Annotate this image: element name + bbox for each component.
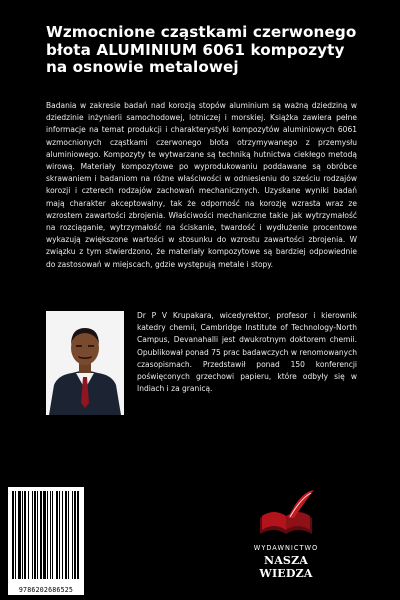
publisher-name: NASZA WIEDZA [259, 554, 313, 580]
barcode-bars-icon [8, 487, 84, 583]
publisher-kicker: WYDAWNICTWO [253, 544, 319, 552]
publisher-logo [254, 488, 318, 540]
open-book-quill-icon [254, 488, 318, 540]
publisher-block [236, 488, 336, 580]
author-portrait-icon [46, 311, 124, 415]
author-photo [46, 311, 124, 415]
book-title: Wzmocnione cząstkami czerwonego błota ALUMINIUM 6061 kompozyty na osnowie metalowej [46, 23, 357, 76]
author-bio: Dr P V Krupakara, wicedyrektor, profesor i kierownik katedry chemii, Cambridge Institute of Technology-North Campus, Devanahalli jest dwukrotnym doktorem chemii. Opublikował ponad 75 prac badawczych w renomowanych czasopismach. Przedstawił ponad 150 konferencji poświęconych grzechowi papieru, które odbyły się w Indiach i za granicą. [137, 311, 357, 394]
barcode-digits: 9786202686525 [18, 586, 74, 594]
book-description: Badania w zakresie badań nad korozją stopów aluminium są ważną dziedziną w dziedzinie inżynierii samochodowej, lotniczej i morskiej. Książka zawiera pełne informacje na temat produkcji i charakterystyki kompozytów aluminiowych 6061 wzmocnionych cząstkami czerwonego błota otrzymywanego z przemysłu aluminiowego. Kompozyty te wytwarzane są techniką hutnictwa ciekłego metodą wirową. Materiały kompozytowe po wyprodukowaniu poddawane są obróbce skrawaniem i badaniom na różne właściwości w odniesieniu do sześciu rodzajów korozji i czterech rodzajów zachowań mechanicznych. Uzyskane wyniki badań mają charakter akceptowalny, tak że odporność na korozję wzrasta wraz ze wzrostem zawartości zbrojenia. Właściwości mechaniczne takie jak wytrzymałość na rozciąganie, wytrzymałość na ściskanie, twardość i wydłużenie procentowe wykazują zwiększone wartości w stosunku do wzrostu zawartości zbrojenia. W związku z tym stwierdzono, że materiały kompozytowe są bardziej odpowiednie do zastosowań w miejscach, gdzie występują metale i stopy. [46, 101, 357, 269]
isbn-barcode [8, 487, 84, 595]
